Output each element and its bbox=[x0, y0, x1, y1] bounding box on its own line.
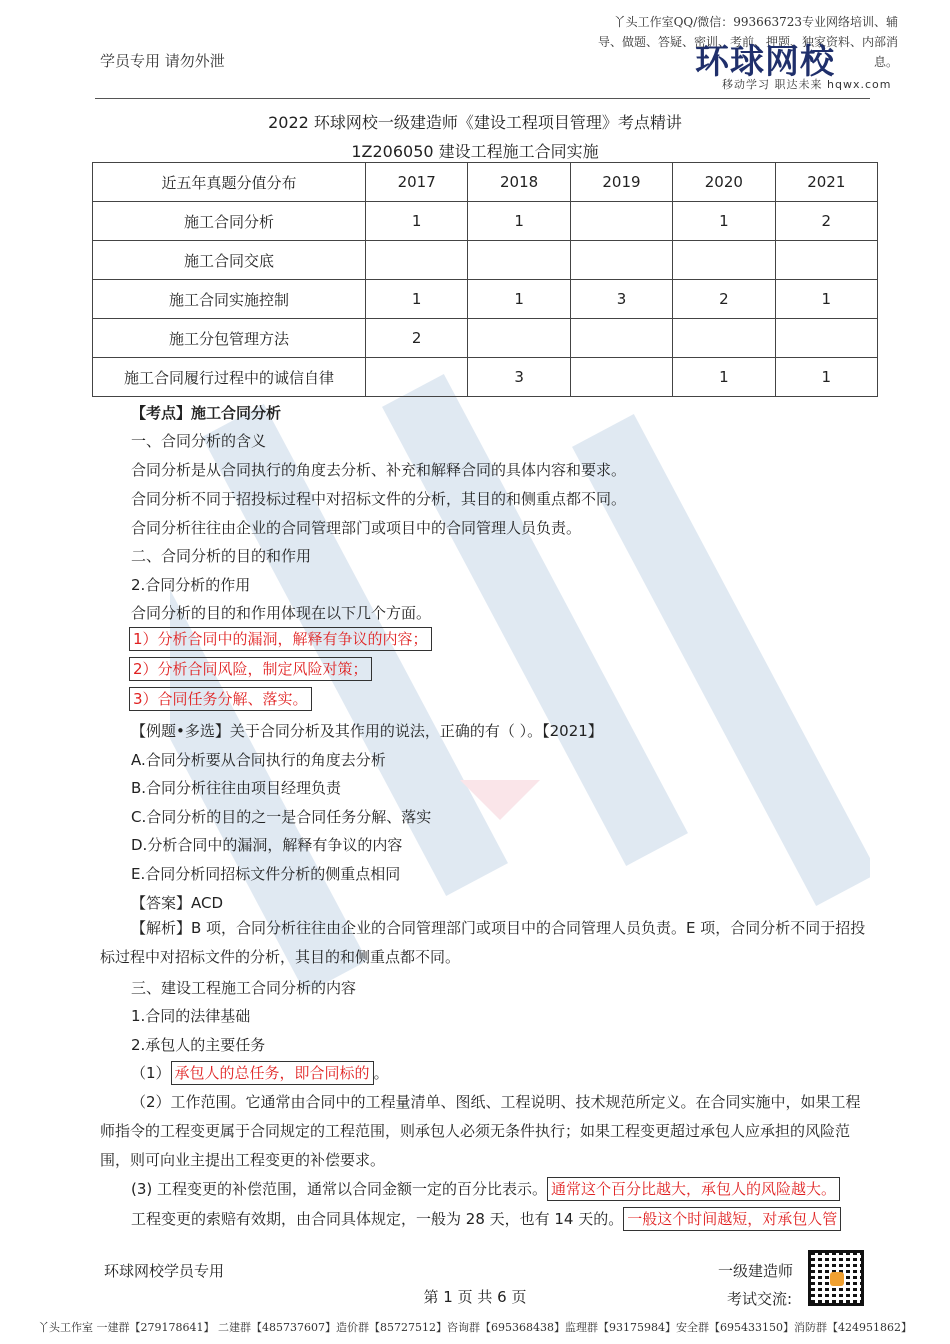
table-cell: 1 bbox=[366, 280, 468, 319]
header-divider bbox=[95, 98, 870, 99]
subsection-heading: 2.合同分析的作用 bbox=[131, 576, 251, 594]
header-notice: 丫头工作室QQ/微信：993663723专业网络培训、辅导、做题、答疑、密训、考前、押题、独家资料、内部消息。 bbox=[598, 15, 899, 69]
table-cell bbox=[570, 202, 672, 241]
table-header-cell: 2020 bbox=[673, 163, 775, 202]
highlight-box: 承包人的总任务，即合同标的 bbox=[171, 1061, 374, 1085]
table-cell bbox=[366, 358, 468, 397]
table-header-row bbox=[93, 163, 878, 202]
subsection-heading: 2.承包人的主要任务 bbox=[131, 1036, 266, 1054]
table-row bbox=[93, 358, 878, 397]
paragraph: 合同分析不同于招投标过程中对招标文件的分析，其目的和侧重点都不同。 bbox=[131, 490, 627, 508]
option-b: B.合同分析往往由项目经理负责 bbox=[131, 779, 342, 797]
page-number: 第 1 页 共 6 页 bbox=[423, 1288, 527, 1306]
table-cell: 施工合同实施控制 bbox=[93, 280, 366, 319]
table-cell: 施工合同履行过程中的诚信自律 bbox=[93, 358, 366, 397]
table-cell: 施工合同交底 bbox=[93, 241, 366, 280]
footer-label: 环球网校学员专用 bbox=[104, 1262, 225, 1280]
table-header-cell: 近五年真题分值分布 bbox=[93, 163, 366, 202]
table-cell bbox=[570, 241, 672, 280]
highlight-box: 一般这个时间越短，对承包人管 bbox=[623, 1207, 841, 1231]
table-cell bbox=[468, 319, 570, 358]
paragraph: 合同分析的目的和作用体现在以下几个方面。 bbox=[131, 604, 432, 622]
task-item-4: 工程变更的索赔有效期，由合同具体规定，一般为 28 天，也有 14 天的。 一般这个时间越短，对承包人管 bbox=[131, 1208, 841, 1229]
table-cell: 1 bbox=[775, 358, 877, 397]
section-heading: 一、合同分析的含义 bbox=[131, 432, 267, 450]
section-heading: 三、建设工程施工合同分析的内容 bbox=[131, 979, 357, 997]
paragraph: 合同分析是从合同执行的角度去分析、补充和解释合同的具体内容和要求。 bbox=[131, 461, 627, 479]
section-heading: 二、合同分析的目的和作用 bbox=[131, 547, 312, 565]
highlight-box: 2）分析合同风险，制定风险对策； bbox=[129, 657, 372, 681]
confidential-label: 学员专用 请勿外泄 bbox=[100, 52, 225, 70]
option-c: C.合同分析的目的之一是合同任务分解、落实 bbox=[131, 808, 432, 826]
option-e: E.合同分析同招标文件分析的侧重点相同 bbox=[131, 865, 401, 883]
table-cell bbox=[775, 319, 877, 358]
table-cell: 1 bbox=[673, 202, 775, 241]
paragraph: 合同分析往往由企业的合同管理部门或项目中的合同管理人员负责。 bbox=[131, 519, 582, 537]
table-cell: 1 bbox=[775, 280, 877, 319]
page-title: 2022 环球网校一级建造师《建设工程项目管理》考点精讲 bbox=[268, 113, 682, 132]
table-cell: 1 bbox=[673, 358, 775, 397]
table-cell: 施工合同分析 bbox=[93, 202, 366, 241]
table-cell: 2 bbox=[673, 280, 775, 319]
table-header-cell: 2017 bbox=[366, 163, 468, 202]
table-cell: 2 bbox=[775, 202, 877, 241]
subsection-heading: 1.合同的法律基础 bbox=[131, 1007, 251, 1025]
option-d: D.分析合同中的漏洞，解释有争议的内容 bbox=[131, 836, 403, 854]
highlight-box: 通常这个百分比越大，承包人的风险越大。 bbox=[547, 1177, 840, 1201]
table-cell bbox=[775, 241, 877, 280]
table-cell: 3 bbox=[468, 358, 570, 397]
task-item-1: （1） 承包人的总任务，即合同标的 。 bbox=[131, 1062, 389, 1083]
table-cell: 2 bbox=[366, 319, 468, 358]
logo-tagline: 移动学习 职达未来 hqwx.com bbox=[722, 78, 892, 91]
answer: 【答案】ACD bbox=[131, 894, 224, 912]
page-subtitle: 1Z206050 建设工程施工合同实施 bbox=[351, 142, 599, 161]
analysis: 【解析】B 项，合同分析往往由企业的合同管理部门或项目中的合同管理人员负责。E 项，合同分析不同于招投标过程中对招标文件的分析，其目的和侧重点都不同。 bbox=[100, 919, 866, 966]
task-item-3: (3) 工程变更的补偿范围，通常以合同金额一定的百分比表示。 通常这个百分比越大，承包人的风险越大。 bbox=[131, 1178, 840, 1199]
kaodian-heading: 【考点】施工合同分析 bbox=[131, 404, 282, 422]
table-row bbox=[93, 241, 878, 280]
table-cell: 1 bbox=[366, 202, 468, 241]
footer-groups: 丫头工作室 一建群【279178641】 二建群【485737607】造价群【85727512】咨询群【695368438】监理群【93175984】安全群【695433150】消防群【424951862】 bbox=[38, 1321, 912, 1334]
question: 【例题•多选】关于合同分析及其作用的说法，正确的有（ ）。【2021】 bbox=[131, 722, 603, 740]
option-a: A.合同分析要从合同执行的角度去分析 bbox=[131, 751, 386, 769]
table-cell bbox=[468, 241, 570, 280]
table-row bbox=[93, 280, 878, 319]
table-cell bbox=[366, 241, 468, 280]
table-header-cell: 2021 bbox=[775, 163, 877, 202]
table-cell: 1 bbox=[468, 202, 570, 241]
footer-exchange-label: 考试交流: bbox=[727, 1290, 793, 1308]
score-distribution-table bbox=[92, 162, 878, 397]
highlight-box: 3）合同任务分解、落实。 bbox=[129, 687, 312, 711]
footer-exam-label: 一级建造师 bbox=[718, 1262, 794, 1280]
table-cell bbox=[570, 358, 672, 397]
table-cell bbox=[673, 241, 775, 280]
table-cell bbox=[570, 319, 672, 358]
table-header-cell: 2019 bbox=[570, 163, 672, 202]
table-cell bbox=[673, 319, 775, 358]
table-header-cell: 2018 bbox=[468, 163, 570, 202]
table-row bbox=[93, 319, 878, 358]
table-row bbox=[93, 202, 878, 241]
task-item-2: （2）工作范围。它通常由合同中的工程量清单、图纸、工程说明、技术规范所定义。在合同实施中，如果工程师指令的工程变更属于合同规定的工程范围，则承包人必须无条件执行；如果工程变更超过承包人应承担的风险范围，则可向业主提出工程变更的补偿要求。 bbox=[100, 1093, 861, 1169]
table-cell: 施工分包管理方法 bbox=[93, 319, 366, 358]
highlight-box: 1）分析合同中的漏洞，解释有争议的内容； bbox=[129, 627, 432, 651]
table-cell: 1 bbox=[468, 280, 570, 319]
logo: 环球网校 bbox=[695, 43, 835, 81]
table-cell: 3 bbox=[570, 280, 672, 319]
